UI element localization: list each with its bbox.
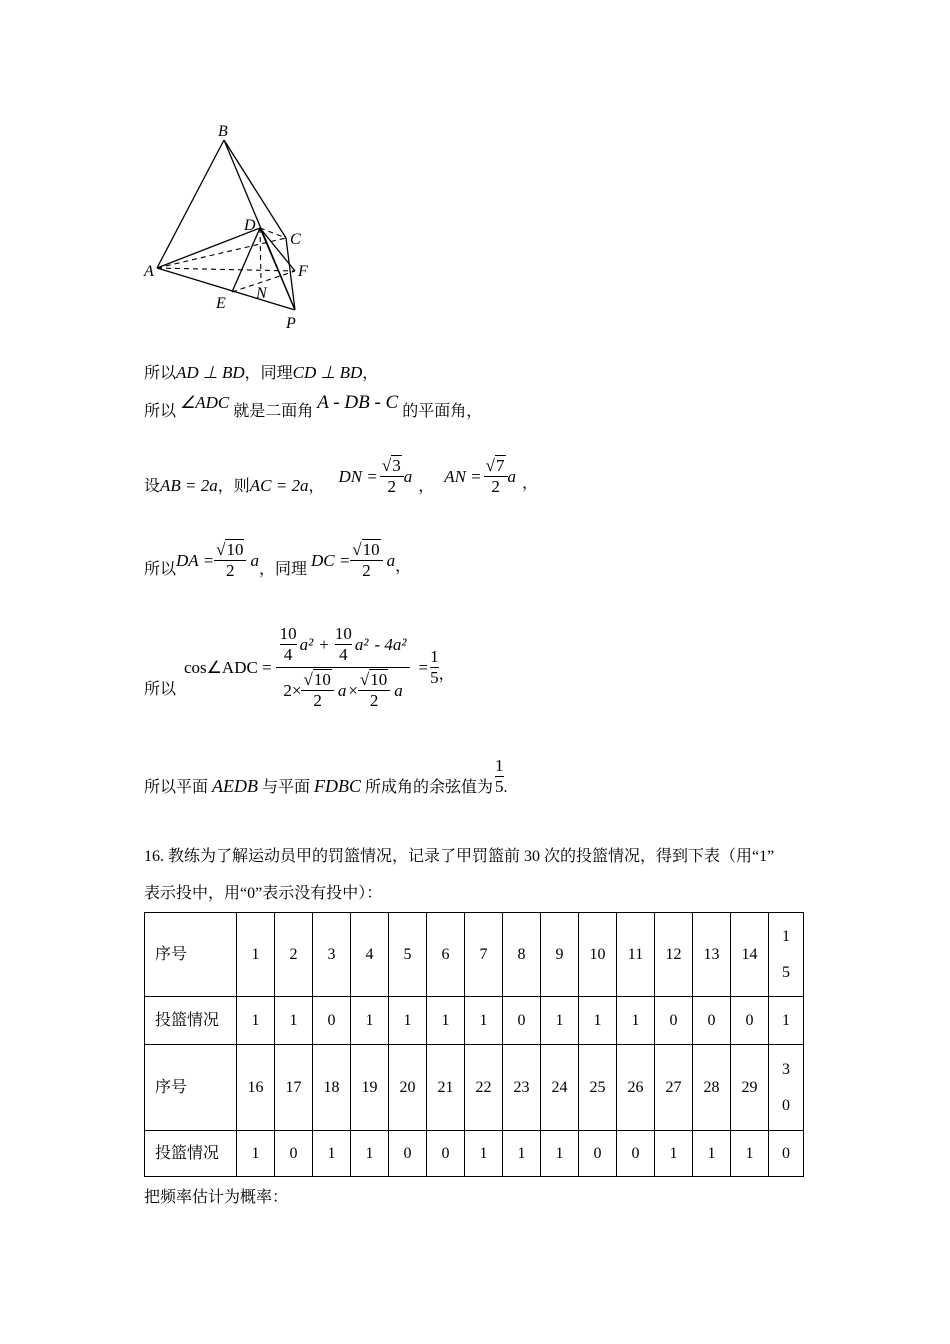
l5-n2-var: a² [354,634,369,654]
l5-n1-var: a² [299,634,314,654]
l6-r-den: 5 [495,777,504,796]
label-E: E [216,295,226,312]
table-cell: 27 [655,1045,693,1131]
table-cell: 2 [275,913,313,997]
label-B: B [218,123,228,140]
wrapped-digit-top: 3 [782,1060,790,1078]
l1-sep: ，同理 [244,365,293,382]
table-cell: 7 [465,913,503,997]
table-cell: 1 [541,1131,579,1177]
edge-AP [157,268,295,310]
table-cell: 1 [351,997,389,1045]
table-cell: 25 [579,1045,617,1131]
l6-m2: FDBC [314,776,362,796]
table-cell: 1 [389,997,427,1045]
l5-suffix: ， [438,666,455,683]
l3-ac: AC = 2a [249,475,309,495]
l5-d-two: 2× [283,680,302,700]
l5-d2-rad: 10 [370,670,388,689]
table-cell: 5 [389,913,427,997]
l3-ab: AB = 2a [160,475,218,495]
l3-comma3: ， [522,475,539,492]
l4-dc-frac: $\frac{√10}{2}$ [350,540,382,581]
table-cell: 1 [541,997,579,1045]
table-cell: 12 [655,913,693,997]
l6-prefix: 所以平面 [144,779,209,796]
l6-suffix: . [503,779,508,796]
table-cell: 0 [769,1131,804,1177]
l4-dc-lhs: DC = [310,550,351,570]
table-cell: 1 [237,913,275,997]
wrapped-digit-top: 1 [782,927,790,945]
table-cell: 0 [579,1131,617,1177]
l5-n1-den: 4 [283,645,293,664]
table-cell: 0 [655,997,693,1045]
row-index-2 [145,1045,804,1131]
table-cell: 0 [389,1131,427,1177]
l5-n1-num: 10 [279,624,297,643]
label-A: A [144,263,154,280]
table-cell: 1 [731,1131,769,1177]
l3-dn-den: 2 [387,477,397,496]
line-lengths [144,540,411,581]
l6-result-frac [495,756,504,797]
table-cell: 6 [427,913,465,997]
l4-da-frac: $\frac{√10}{2}$ [214,540,246,581]
l3-dn-lhs: DN = [338,466,378,486]
l3-an-lhs: AN = [444,466,482,486]
l4-suffix: ， [395,558,412,575]
wrapped-digit-bottom: 0 [782,1096,790,1114]
table-cell: 1 [465,1131,503,1177]
l2-suffix: 的平面角， [402,403,483,420]
l4-dc-den: 2 [362,561,371,580]
l4-da-rad: 10 [226,540,244,559]
l3-dn-rad: 3 [392,456,401,475]
table-cell: 1 [579,997,617,1045]
table-cell: 1 [503,1131,541,1177]
table-cell: 0 [313,997,351,1045]
label-C: C [290,231,301,248]
l4-da-den: 2 [226,561,235,580]
line-assumptions [144,456,538,497]
edge-BA [157,140,224,268]
l5-d2-var: a [394,680,403,700]
label-D: D [244,217,256,234]
label-N: N [256,285,267,302]
l4-prefix: 所以 [144,561,177,578]
l5-d1-rad: 10 [313,670,331,689]
table-cell: 13 [693,913,731,997]
l5-n2-den: 4 [339,645,348,664]
l5-lhs: cos∠ADC = [184,657,272,677]
table-cell: 1 [655,1131,693,1177]
l3-dn-frac: $\frac{√3}{2}$ [380,456,404,497]
table-cell: 29 [731,1045,769,1131]
table-cell: 1 [237,1131,275,1177]
l2-math1: ∠ADC [180,393,230,412]
table-cell: 1 [275,997,313,1045]
l3-comma2: ， [418,478,435,495]
l1-prefix: 所以 [144,365,177,382]
table-cell: 0 [427,1131,465,1177]
table-cell: 1 [465,997,503,1045]
label-F: F [298,263,308,280]
table-cell: 24 [541,1045,579,1131]
l3-an-var: a [507,466,516,486]
l1-math2: CD ⊥ BD [292,363,363,382]
wrapped-digit-bottom: 5 [782,963,790,981]
row-shots-2 [145,1131,804,1177]
table-cell: 8 [503,913,541,997]
l5-minus: - 4a² [374,634,407,654]
l5-d1-den: 2 [313,691,322,710]
table-cell: 1 [427,997,465,1045]
table-cell: 9 [541,913,579,997]
footer-text: 把频率估计为概率： [144,1189,289,1206]
l3-prefix: 设 [144,478,161,495]
l5-d2-den: 2 [369,691,379,710]
l3-comma1: ， [308,478,325,495]
l1-math1: AD ⊥ BD [176,363,245,382]
l5-plus: + [319,634,329,654]
l1-suffix: ， [362,365,379,382]
problem-16-line1: 16. 教练为了解运动员甲的罚篮情况，记录了甲罚篮前 30 次的投篮情况，得到下表（用“1” [144,848,775,865]
table-cell: 0 [693,997,731,1045]
l6-tail: 所成角的余弦值为 [365,779,494,796]
table-cell: 0 [275,1131,313,1177]
table-cell: 20 [389,1045,427,1131]
l6-m1: AEDB [212,776,258,796]
line-dihedral-angle [144,392,483,422]
table-cell: 4 [351,913,389,997]
l2-mid: 就是二面角 [233,403,314,420]
l2-prefix: 所以 [144,403,177,420]
table-cell: 1 [617,997,655,1045]
table-cell: 22 [465,1045,503,1131]
l3-dn-var: a [403,466,413,486]
table-cell: 21 [427,1045,465,1131]
l4-dc-var: a [386,550,396,570]
table-cell: 0 [617,1131,655,1177]
row-index-1 [145,913,804,997]
l2-math2: A - DB - C [317,392,399,413]
table-cell: 11 [617,913,655,997]
l5-times: × [348,680,358,700]
row-index-1-label: 序号 [145,913,237,997]
l3-an-den: 2 [491,477,500,496]
table-cell: 16 [237,1045,275,1131]
table-cell: 0 [503,997,541,1045]
l3-an-frac: $\frac{√7}{2}$ [484,456,508,497]
l5-d1-var: a [337,680,347,700]
row-shots-1-label: 投篮情况 [145,997,237,1045]
shots-table [144,912,804,1177]
table-cell: 17 [275,1045,313,1131]
l4-da-lhs: DA = [176,550,215,570]
line-perpendicular [144,360,378,383]
label-P: P [286,315,296,332]
l3-an-rad: 7 [496,456,505,475]
l3-then: ，则 [217,478,250,495]
table-cell: 23 [503,1045,541,1131]
l6-r-num: 1 [495,756,504,775]
l5-eq: = [418,657,429,677]
table-cell: 1 [313,1131,351,1177]
table-cell: 10 [579,913,617,997]
row-shots-2-label: 投篮情况 [145,1131,237,1177]
row-index-2-label: 序号 [145,1045,237,1131]
dashed-DN [260,228,261,280]
table-cell: 3 [313,913,351,997]
row-shots-1 [145,997,804,1045]
l4-dc-rad: 10 [362,540,380,559]
tetrahedron-figure [140,118,330,336]
table-cell: 26 [617,1045,655,1131]
table-cell: 1 [693,1131,731,1177]
table-cell-wrapped [769,1045,804,1131]
line-conclusion [144,756,508,797]
table-cell: 0 [731,997,769,1045]
l5-r-den: 5 [430,668,439,687]
l4-da-var: a [250,550,259,570]
l6-mid: 与平面 [262,779,311,796]
table-cell: 1 [351,1131,389,1177]
table-cell: 18 [313,1045,351,1131]
table-cell: 1 [769,997,804,1045]
l4-sep: ，同理 [258,561,307,578]
l5-main-frac: $\frac{10}{4}$ a² + $\frac{10}{4}$ a² - 4a² 2× $\frac{√10}{2}$ a × $\frac{√10}{2}$ a [276,624,411,711]
table-cell-wrapped [769,913,804,997]
problem-16-line2: 表示投中，用“0”表示没有投中）： [144,885,383,902]
l5-r-num: 1 [430,647,439,666]
dashed-AF [157,268,295,271]
l5-prefix: 所以 [144,681,177,698]
table-cell: 28 [693,1045,731,1131]
table-cell: 1 [237,997,275,1045]
table-cell: 19 [351,1045,389,1131]
table-cell: 14 [731,913,769,997]
l5-result-frac [430,647,439,688]
line-cosine [144,624,455,711]
l5-n2-num: 10 [334,624,352,643]
